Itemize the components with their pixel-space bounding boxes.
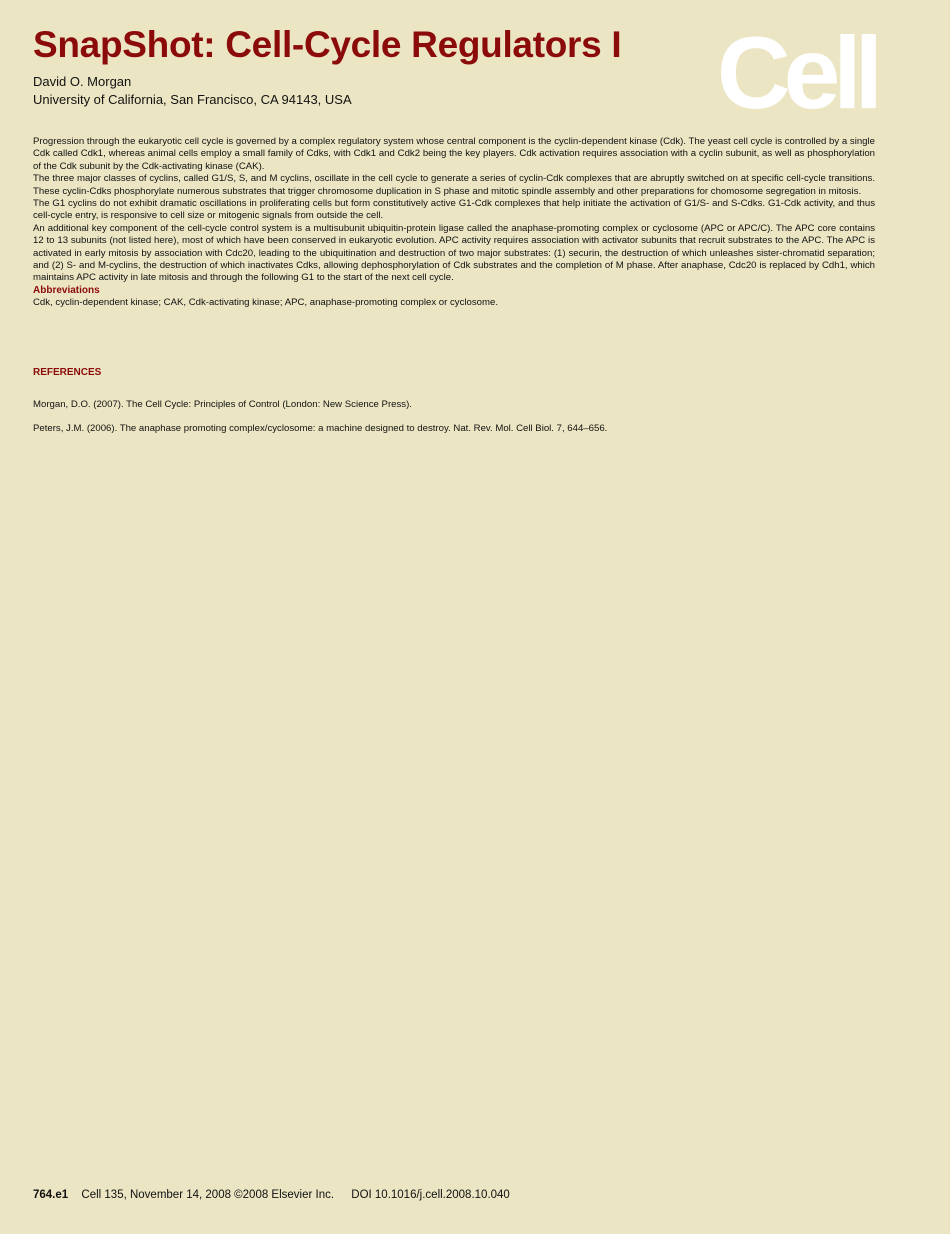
paragraph: The G1 cyclins do not exhibit dramatic oscillations in proliferating cells but form constitutively active G1-Cdk complexes that help initiate the activation of G1/S- and S-Cdks. G1-Cdk activity, and thus cell-cycle entry, is responsive to cell size or mitogenic signals from outside the cell.: [33, 198, 875, 222]
journal-citation: Cell 135, November 14, 2008 ©2008 Elsevier Inc.: [81, 1189, 335, 1201]
page-number: 764.e1: [33, 1189, 69, 1201]
paragraph: Progression through the eukaryotic cell cycle is governed by a complex regulatory system whose central component is the cyclin-dependent kinase (Cdk). The yeast cell cycle is controlled by a single Cdk called Cdk1, whereas animal cells employ a small family of Cdks, with Cdk1 and Cdk2 being the key players. Cdk activation requires association with a cyclin subunit, as well as phosphorylation of the Cdk subunit by the Cdk-activating kinase (CAK).: [33, 136, 875, 172]
body-text: [33, 136, 875, 310]
reference-item: Peters, J.M. (2006). The anaphase promoting complex/cyclosome: a machine designed to destroy. Nat. Rev. Mol. Cell Biol. 7, 644–656.: [33, 423, 608, 434]
page-footer: [33, 1189, 510, 1201]
abbreviations-text: Cdk, cyclin-dependent kinase; CAK, Cdk-activating kinase; APC, anaphase-promoting complex or cyclosome.: [33, 297, 498, 309]
abbreviations-heading: Abbreviations: [33, 284, 100, 296]
references-heading: REFERENCES: [33, 367, 102, 378]
doi-text: DOI 10.1016/j.cell.2008.10.040: [351, 1189, 510, 1201]
author-name: David O. Morgan: [33, 74, 132, 89]
author-affiliation: University of California, San Francisco, CA 94143, USA: [33, 92, 352, 107]
author-block: [33, 73, 352, 109]
reference-item: Morgan, D.O. (2007). The Cell Cycle: Principles of Control (London: New Science Press).: [33, 399, 412, 410]
paragraph: An additional key component of the cell-cycle control system is a multisubunit ubiquitin-protein ligase called the anaphase-promoting complex or cyclosome (APC or APC/C). The APC core contains 12 to 13 subunits (not listed here), most of which have been conserved in eukaryotic evolution. APC activity requires association with activator subunits that recruit substrates to the APC. The APC is activated in early mitosis by association with Cdc20, leading to the ubiquitination and destruction of two major substrates: (1) securin, the destruction of which unleashes sister-chromatid separation; and (2) S- and M-cyclins, the destruction of which inactivates Cdks, allowing dephosphorylation of Cdk substrates and the completion of M phase. After anaphase, Cdc20 is replaced by Cdh1, which maintains APC activity in late mitosis and through the following G1 to the start of the next cell cycle.: [33, 222, 875, 284]
paragraph: The three major classes of cyclins, called G1/S, S, and M cyclins, oscillate in the cell cycle to generate a series of cyclin-Cdk complexes that are abruptly switched on at specific cell-cycle transitions. These cyclin-Cdks phosphorylate numerous substrates that trigger chromosome duplication in S phase and mitotic spindle assembly and other preparations for chomosome segregation in mitosis.: [33, 173, 875, 197]
cell-logo: Cell: [716, 16, 876, 130]
page-title: SnapShot: Cell-Cycle Regulators I: [33, 24, 622, 65]
